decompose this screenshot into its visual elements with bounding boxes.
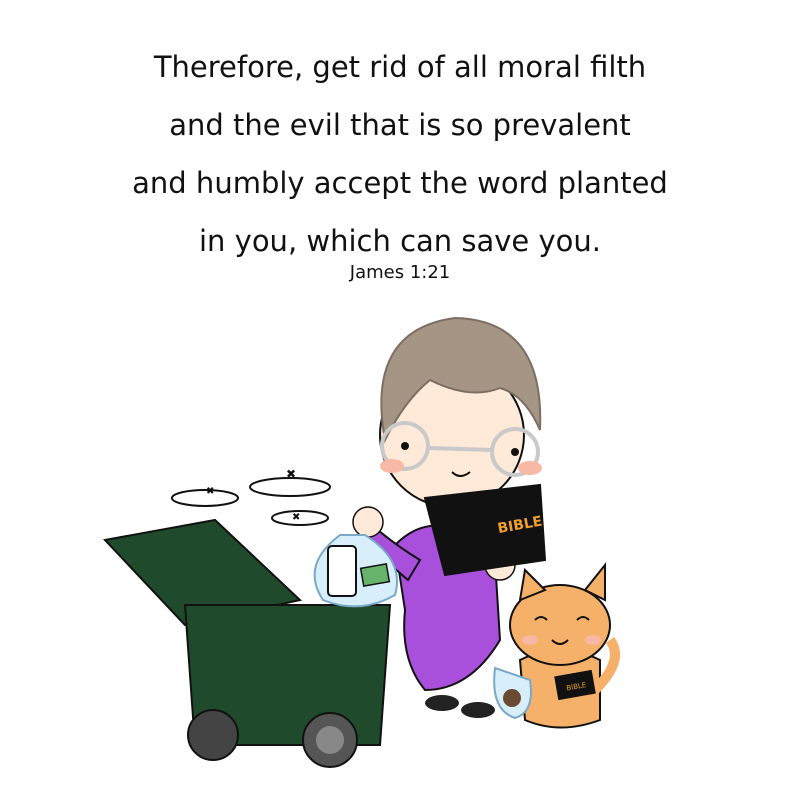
flies-icon bbox=[172, 467, 330, 525]
verse-reference: James 1:21 bbox=[349, 262, 451, 283]
verse-line-2: and the evil that is so prevalent bbox=[169, 108, 631, 142]
verse-line-4: in you, which can save you. bbox=[199, 224, 601, 258]
svg-text:✖: ✖ bbox=[206, 486, 215, 497]
verse-line-3: and humbly accept the word planted bbox=[132, 166, 668, 200]
cat-character bbox=[494, 565, 615, 728]
svg-text:✖: ✖ bbox=[286, 467, 297, 481]
bible-label: BIBLE bbox=[496, 513, 544, 538]
cat-bible-label: BIBLE bbox=[565, 681, 587, 693]
verse-line-1: Therefore, get rid of all moral filth bbox=[153, 50, 647, 84]
bible-book bbox=[425, 485, 545, 575]
svg-text:✖: ✖ bbox=[292, 512, 301, 523]
